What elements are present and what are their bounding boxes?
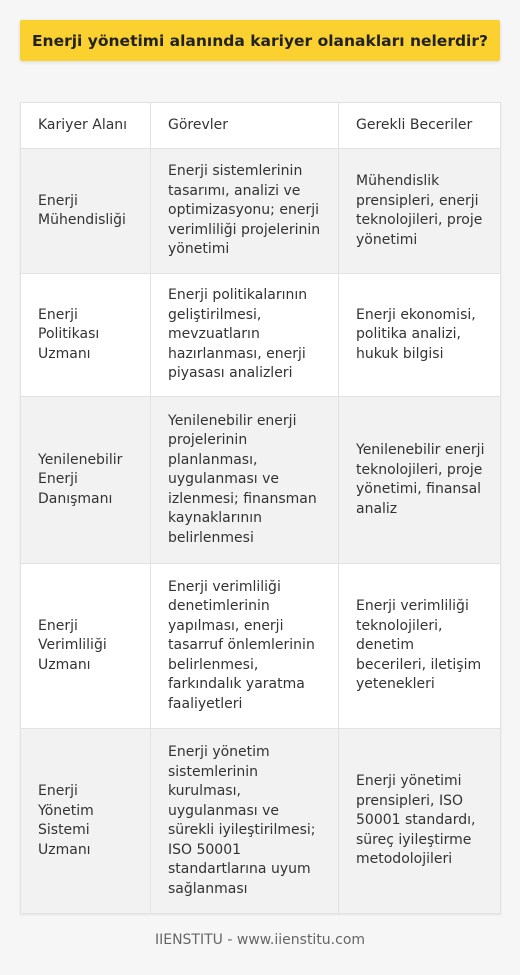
cell-career-area: Enerji Politikası Uzmanı: [21, 274, 151, 397]
cell-skills: Yenilenebilir enerji teknolojileri, proje yönetimi, finansal analiz: [339, 397, 501, 564]
header-tasks: Görevler: [151, 103, 339, 149]
cell-career-area: Enerji Verimliliği Uzmanı: [21, 564, 151, 729]
cell-tasks: Yenilenebilir enerji projelerinin planlanması, uygulanması ve izlenmesi; finansman kaynaklarının belirlenmesi: [151, 397, 339, 564]
header-career-area: Kariyer Alanı: [21, 103, 151, 149]
cell-career-area: Yenilenebilir Enerji Danışmanı: [21, 397, 151, 564]
cell-tasks: Enerji sistemlerinin tasarımı, analizi ve optimizasyonu; enerji verimliliği projelerinin yönetimi: [151, 149, 339, 274]
table-row: [21, 564, 501, 729]
table-row: [21, 274, 501, 397]
cell-tasks: Enerji verimliliği denetimlerinin yapılması, enerji tasarruf önlemlerinin belirlenmesi, farkındalık yaratma faaliyetleri: [151, 564, 339, 729]
cell-skills: Enerji ekonomisi, politika analizi, hukuk bilgisi: [339, 274, 501, 397]
table-row: [21, 397, 501, 564]
cell-career-area: Enerji Yönetim Sistemi Uzmanı: [21, 729, 151, 914]
cell-tasks: Enerji politikalarının geliştirilmesi, mevzuatların hazırlanması, enerji piyasası analizleri: [151, 274, 339, 397]
cell-skills: Enerji yönetimi prensipleri, ISO 50001 standardı, süreç iyileştirme metodolojileri: [339, 729, 501, 914]
table-header-row: [21, 103, 501, 149]
table-row: [21, 149, 501, 274]
cell-tasks: Enerji yönetim sistemlerinin kurulması, uygulanması ve sürekli iyileştirilmesi; ISO 50001 standartlarına uyum sağlanması: [151, 729, 339, 914]
header-skills: Gerekli Beceriler: [339, 103, 501, 149]
footer-credit: IIENSTITU - www.iienstitu.com: [154, 932, 366, 948]
title-banner: [20, 20, 500, 61]
page-title: Enerji yönetimi alanında kariyer olanakları nelerdir?: [31, 31, 489, 50]
cell-skills: Enerji verimliliği teknolojileri, denetim becerileri, iletişim yetenekleri: [339, 564, 501, 729]
cell-career-area: Enerji Mühendisliği: [21, 149, 151, 274]
career-table: [20, 102, 501, 914]
cell-skills: Mühendislik prensipleri, enerji teknolojileri, proje yönetimi: [339, 149, 501, 274]
table-row: [21, 729, 501, 914]
